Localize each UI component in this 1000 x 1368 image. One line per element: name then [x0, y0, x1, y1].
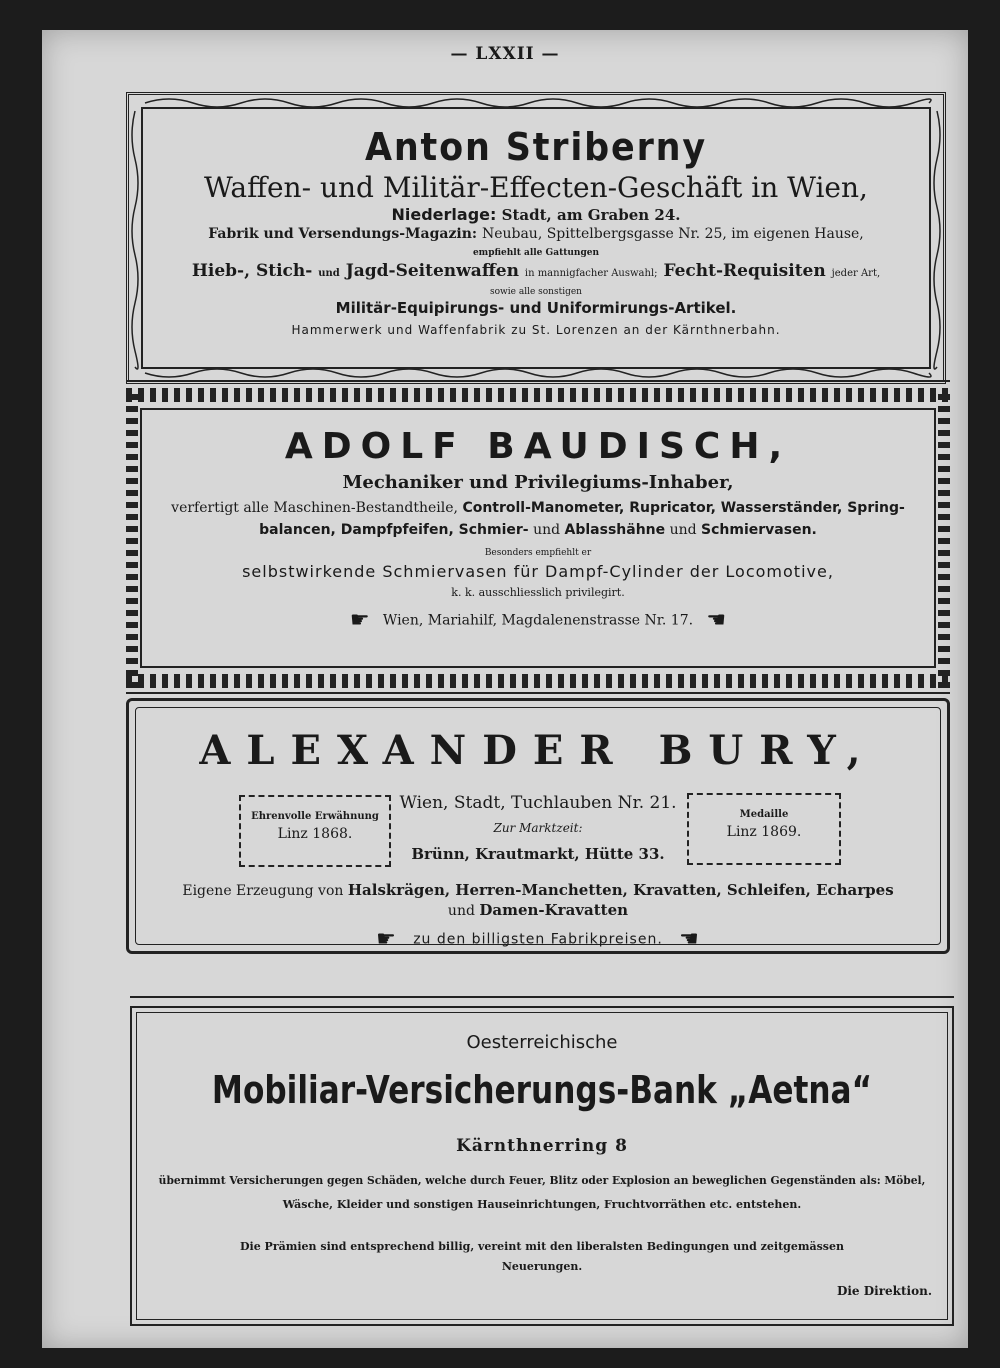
ad-anton-striberny — [126, 92, 946, 384]
ad2-privileg: k. k. ausschliesslich privilegirt. — [451, 586, 625, 599]
pointing-hand-left-icon: ☚ — [706, 608, 727, 633]
niederlage-value: Stadt, am Graben 24. — [501, 206, 681, 224]
ad2-title: ADOLF BAUDISCH, — [284, 426, 792, 467]
und-text: und — [318, 268, 340, 279]
ad1-fabrik — [129, 226, 943, 242]
page-number: — LXXII — — [450, 44, 560, 64]
chain-border-top — [126, 388, 950, 402]
ad3-billig-line — [129, 927, 947, 952]
ad2-besonders: Besonders empfiehlt er — [484, 548, 592, 558]
products-2c: Ablasshähne — [564, 522, 666, 538]
erzeugung-damen: Damen-Kravatten — [479, 901, 629, 919]
pointing-hand-right-icon: ☛ — [376, 927, 397, 952]
ad4-text2: Wäsche, Kleider und sonstigen Hauseinrichtungen, Fruchtvorräthen etc. entstehen. — [282, 1198, 802, 1211]
ad1-militaer: Militär-Equipirungs- und Uniformirungs-Artikel. — [335, 299, 737, 317]
pointing-hand-left-icon: ☚ — [679, 927, 700, 952]
products-2d: und — [669, 522, 697, 538]
ad1-subtitle: Waffen- und Militär-Effecten-Geschäft in Wien, — [204, 171, 868, 204]
medal-right-place: Linz 1869. — [726, 824, 802, 840]
erzeugung-label: Eigene Erzeugung von — [182, 883, 344, 899]
mannig-text: in mannigfacher Auswahl; — [524, 268, 658, 279]
pointing-hand-right-icon: ☛ — [349, 608, 370, 633]
ad4-signature: Die Direktion. — [836, 1284, 932, 1298]
ad2-selbst: selbstwirkende Schmiervasen für Dampf-Cylinder der Locomotive, — [242, 562, 834, 581]
ad1-sowie: sowie alle sonstigen — [490, 287, 582, 297]
ad1-empfiehlt: empfiehlt alle Gattungen — [472, 248, 600, 258]
ad-adolf-baudisch — [126, 388, 950, 688]
fabrik-value: Neubau, Spittelbergsgasse Nr. 25, im eigenen Hause, — [481, 226, 864, 242]
ad3-address1: Wien, Stadt, Tuchlauben Nr. 21. — [399, 793, 677, 813]
ad4-text3: Die Prämien sind entsprechend billig, vereint mit den liberalsten Bedingungen und zeitgemässen — [240, 1240, 844, 1253]
ad1-title: Anton Striberny — [364, 125, 708, 169]
jagd-text: Jagd-Seitenwaffen — [345, 261, 519, 281]
ad-alexander-bury — [126, 698, 950, 954]
ad1-hammerwerk: Hammerwerk und Waffenfabrik zu St. Lorenzen an der Kärnthnerbahn. — [291, 323, 781, 337]
ad3-erzeugung-line1 — [129, 881, 947, 899]
erzeugung-products: Halskrägen, Herren-Manchetten, Kravatten, Schleifen, Echarpes — [347, 881, 894, 899]
ad3-marktzeit: Zur Marktzeit: — [493, 821, 583, 835]
divider — [126, 380, 950, 382]
medal-left-place: Linz 1868. — [277, 826, 353, 842]
ad3-billig: zu den billigsten Fabrikpreisen. — [413, 931, 663, 948]
ad4-title: Mobiliar-Versicherungs-Bank „Aetna“ — [211, 1068, 873, 1112]
ad4-inner-frame — [136, 1012, 948, 1320]
hieb-text: Hieb-, Stich- — [191, 261, 313, 281]
medal-left-title: Ehrenvolle Erwähnung — [251, 811, 379, 822]
ad2-address-line — [126, 608, 950, 633]
medal-right-title: Medaille — [739, 809, 789, 820]
products-2b: und — [533, 522, 561, 538]
ad2-subtitle: Mechaniker und Privilegiums-Inhaber, — [342, 472, 734, 493]
products-line1: Controll-Manometer, Rupricator, Wasserständer, Spring- — [462, 500, 905, 516]
ad1-niederlage — [129, 205, 943, 224]
ad-aetna-bank — [130, 1006, 954, 1326]
products-2e: Schmiervasen. — [701, 522, 817, 538]
erzeugung-und: und — [447, 903, 475, 919]
jeder-text: jeder Art, — [831, 268, 881, 279]
fecht-text: Fecht-Requisiten — [663, 261, 826, 281]
ad3-erzeugung-line2 — [129, 901, 947, 919]
ad4-country: Oesterreichische — [466, 1032, 618, 1053]
ad3-address2: Brünn, Krautmarkt, Hütte 33. — [411, 845, 665, 863]
ad4-text1: übernimmt Versicherungen gegen Schäden, welche durch Feuer, Blitz oder Explosion an beweglichen Gegenständen als: Möbel, — [158, 1174, 926, 1187]
ad2-products-line1 — [126, 500, 950, 516]
niederlage-label: Niederlage: — [391, 205, 497, 224]
verfertigt-text: verfertigt alle Maschinen-Bestandtheile, — [171, 500, 458, 516]
newspaper-page — [42, 30, 968, 1348]
products-2a: balancen, Dampfpfeifen, Schmier- — [259, 522, 529, 538]
ad3-title: ALEXANDER BURY, — [199, 727, 877, 774]
ad4-address: Kärnthnerring 8 — [456, 1136, 628, 1156]
ad2-products-line2 — [126, 522, 950, 538]
ad1-products — [129, 261, 943, 281]
divider — [130, 996, 954, 998]
chain-border-bottom — [126, 674, 950, 688]
fabrik-label: Fabrik und Versendungs-Magazin: — [208, 226, 478, 242]
ad2-address: Wien, Mariahilf, Magdalenenstrasse Nr. 17. — [382, 612, 694, 629]
divider — [126, 692, 950, 694]
ad4-text4: Neuerungen. — [501, 1260, 583, 1273]
